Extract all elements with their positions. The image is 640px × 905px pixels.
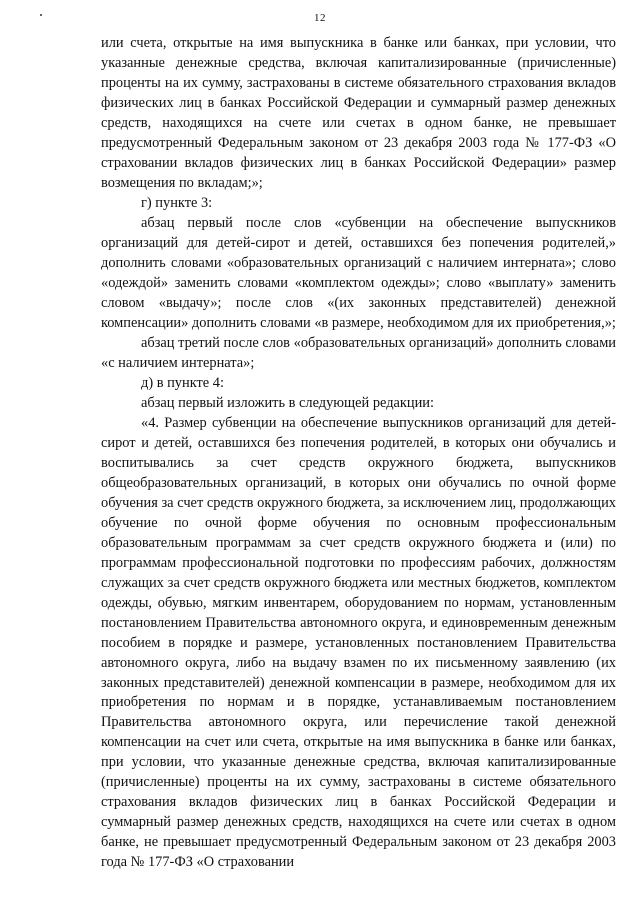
page-number: 12: [314, 12, 326, 24]
paragraph-new-wording: абзац первый изложить в следующей редакции:: [141, 394, 435, 411]
paragraph-item-g: г) пункте 3:: [141, 194, 213, 211]
paragraph-first-abzac: абзац первый после слов «субвенции на обеспечение выпускников организаций для детей-сирот и детей, оставшихся без попечения родителей,» дополнить словами «образовательных организаций с наличием интерната»; слово «одеждой» заменить словами «комплектом одежды»; слово «выплату» заменить словом «выдачу»; после слов «(их законных представителей) денежной компенсации» дополнить словами «в размере, необходимом для их приобретения,»;: [101, 214, 616, 331]
paragraph-item-d: д) в пункте 4:: [141, 374, 224, 391]
paragraph-point-4: «4. Размер субвенции на обеспечение выпускников организаций для детей-сирот и детей, оставшихся без попечения родителей, в которых они обучались и воспитывались за счет средств окружного бюджета, выпускников общеобразовательных организаций, в которых они обучались по очной форме обучения за счет средств окружного бюджета, за исключением лиц, продолжающих обучение по очной форме обучения по основным профессиональным образовательным программам за счет средств окружного бюджета и (или) по программам профессиональной подготовки по профессиям рабочих, должностям служащих за счет средств окружного бюджета или местных бюджетов, комплектом одежды, обувью, мягким инвентарем, оборудованием по нормам, установленным постановлением Правительства автономного округа, и единовременным денежным пособием в порядке и размере, установленных постановлением Правительства автономного округа, либо на выдачу взамен по их письменному заявлению (их законных представителей) денежной компенсации в размере, необходимом для их приобретения по нормам и в порядке, устанавливаемым постановлением Правительства автономного округа, или перечисление такой денежной компенсации на счет или счета, открытые на имя выпускника в банке или банках, при условии, что указанные денежные средства, включая капитализированные (причисленные) проценты на их сумму, застрахованы в системе обязательного страхования вкладов физических лиц в банках Российской Федерации и суммарный размер денежных средств, находящихся на счете или счетах в одном банке, не превышает предусмотренный Федеральным законом от 23 декабря 2003 года № 177-ФЗ «О страховании: [101, 414, 616, 871]
paragraph-continuation: или счета, открытые на имя выпускника в банке или банках, при условии, что указанные денежные средства, включая капитализированные (причисленные) проценты на их сумму, застрахованы в системе обязательного страхования вкладов физических лиц в банках Российской Федерации и суммарный размер денежных средств, находящихся на счете или счетах в одном банке, не превышает предусмотренный Федеральным законом от 23 декабря 2003 года № 177-ФЗ «О страховании вкладов физических лиц в банках Российской Федерации» размер возмещения по вкладам;»;: [101, 35, 616, 191]
document-body: [101, 34, 616, 873]
paragraph-third-abzac: абзац третий после слов «образовательных организаций» дополнить словами «с наличием интерната»;: [101, 334, 616, 371]
